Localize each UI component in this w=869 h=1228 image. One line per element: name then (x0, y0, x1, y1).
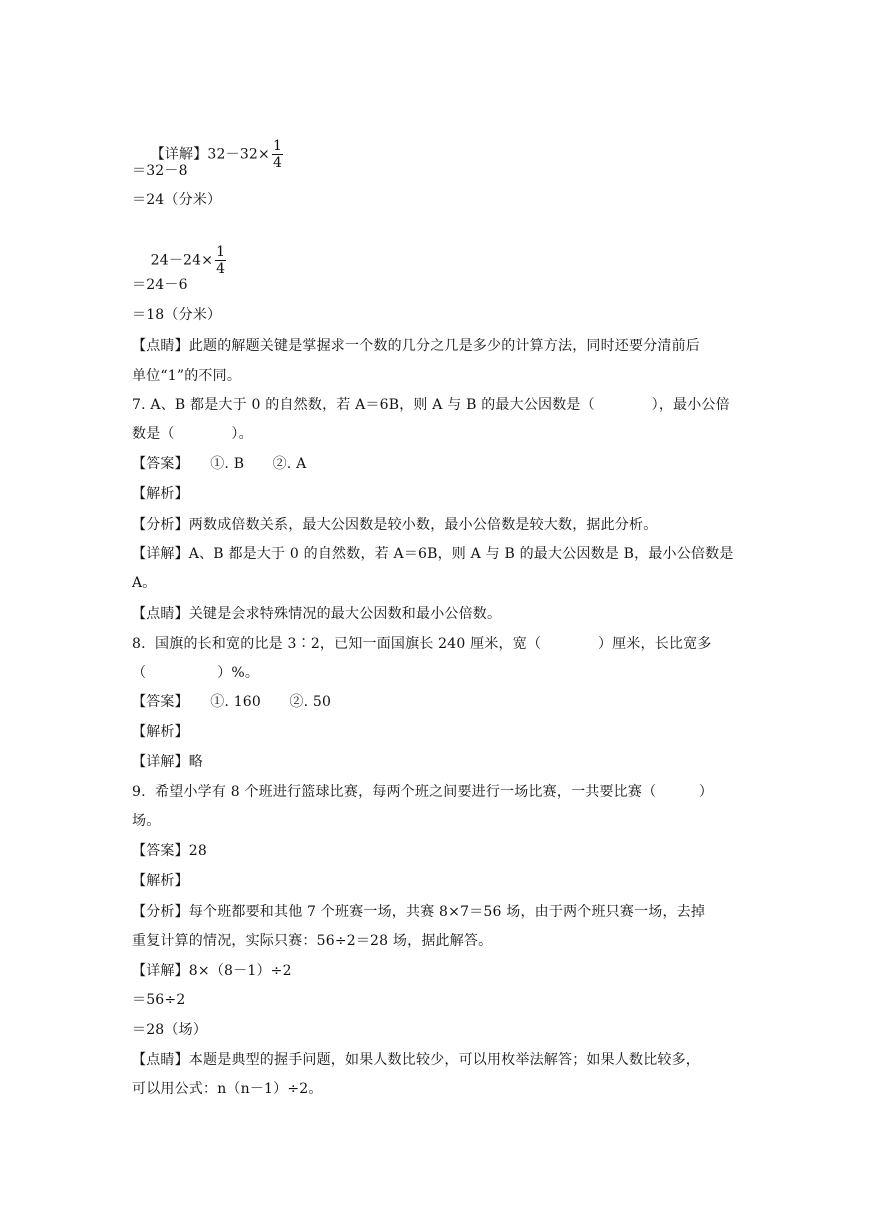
detail-9-line-1: 【详解】8×（8－1）÷2 (132, 963, 292, 979)
calc-line-6: ＝18（分米） (132, 307, 222, 323)
calc-text-4: 24－24× (150, 252, 214, 269)
fraction-one-quarter-1 (272, 138, 283, 171)
comment-7: 【点睛】关键是会求特殊情况的最大公因数和最小公倍数。 (132, 606, 502, 622)
fraction-numerator-1: 1 (272, 138, 283, 154)
analysis-9-line-2: 重复计算的情况，实际只赛：56÷2＝28 场，据此解答。 (132, 933, 493, 949)
answer-8: 【答案】 ①. 160 ②. 50 (132, 694, 332, 710)
analysis-heading-9: 【解析】 (132, 873, 189, 889)
analysis-7: 【分析】两数成倍数关系，最大公因数是较小数，最小公倍数是较大数，据此分析。 (132, 517, 658, 533)
analysis-heading-8: 【解析】 (132, 724, 189, 740)
question-9-line-2: 场。 (132, 813, 161, 829)
detail-7-line-1: 【详解】A、B 都是大于 0 的自然数，若 A＝6B，则 A 与 B 的最大公因数是 B，最小公倍数是 (132, 546, 734, 562)
fraction-one-quarter-2 (215, 244, 226, 277)
calc-line-5: ＝24－6 (132, 277, 188, 293)
answer-7: 【答案】 ①. B ②. A (132, 456, 307, 472)
question-8-line-1: 8. 国旗的长和宽的比是 3∶2，已知一面国旗长 240 厘米，宽（ ）厘米，长比宽多 (132, 636, 712, 652)
comment-line-8: 单位“1”的不同。 (132, 368, 242, 384)
detail-text-1: 【详解】32－32× (150, 146, 270, 163)
fraction-numerator-2: 1 (216, 244, 226, 260)
answer-9: 【答案】28 (132, 843, 208, 859)
comment-9-line-2: 可以用公式：n（n－1）÷2。 (132, 1081, 323, 1097)
detail-9-line-3: ＝28（场） (132, 1022, 208, 1038)
detail-8: 【详解】略 (132, 754, 203, 770)
fraction-denominator-2: 4 (216, 261, 226, 277)
calc-line-2: ＝32－8 (132, 163, 188, 179)
detail-9-line-2: ＝56÷2 (132, 992, 186, 1008)
fraction-denominator-1: 4 (272, 155, 283, 171)
question-8-line-2: （ ）%。 (132, 665, 260, 681)
question-7-line-2: 数是（ ）。 (132, 426, 253, 442)
question-9-line-1: 9. 希望小学有 8 个班进行篮球比赛，每两个班之间要进行一场比赛，一共要比赛（ ） (132, 784, 714, 800)
detail-7-line-2: A。 (132, 575, 157, 591)
comment-9-line-1: 【点睛】本题是典型的握手问题，如果人数比较少，可以用枚举法解答；如果人数比较多， (132, 1052, 700, 1068)
comment-line-7: 【点睛】此题的解题关键是掌握求一个数的几分之几是多少的计算方法，同时还要分清前后 (132, 338, 700, 354)
analysis-heading-7: 【解析】 (132, 486, 189, 502)
analysis-9-line-1: 【分析】每个班都要和其他 7 个班赛一场，共赛 8×7＝56 场，由于两个班只赛一场，去掉 (132, 904, 706, 920)
calc-line-3: ＝24（分米） (132, 192, 222, 208)
question-7-line-1: 7. A、B 都是大于 0 的自然数，若 A＝6B，则 A 与 B 的最大公因数是（ ），最小公倍 (132, 397, 730, 413)
